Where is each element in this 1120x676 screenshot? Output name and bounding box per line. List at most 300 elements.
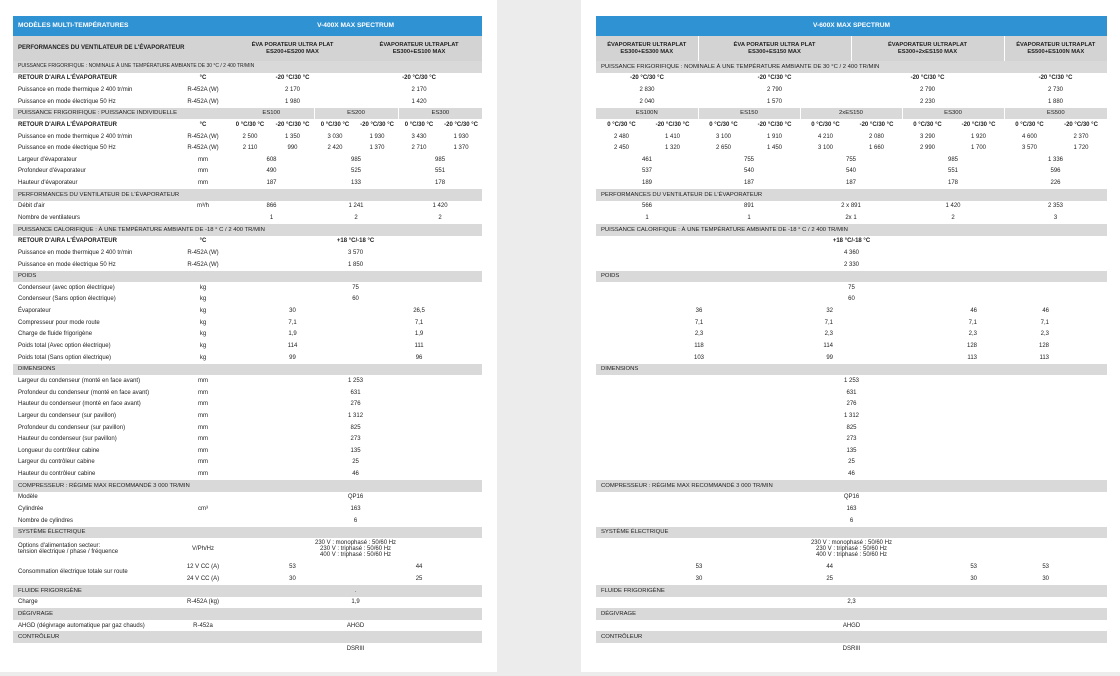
cell: 1 370 — [453, 145, 469, 152]
cell: 2 110 — [242, 145, 258, 152]
cell: 540 — [845, 168, 856, 175]
cell: 566 — [641, 203, 652, 210]
cell: 3 570 — [348, 249, 364, 256]
cell: 1 930 — [369, 133, 385, 140]
unit: cm³ — [198, 506, 208, 513]
cell: 96 — [415, 354, 423, 361]
cell: -20 °C/30 °C — [402, 75, 436, 82]
cell: 0 °C/30 °C — [913, 121, 942, 128]
unit: °C — [199, 121, 207, 128]
cell: 99 — [826, 354, 833, 361]
evaporator-option-b: ÉVAPORATEUR ULTRAPLAT ES300+ES100 MAX — [356, 36, 482, 61]
row-label: Puissance en mode électrique 50 Hz — [18, 261, 116, 268]
cell: 1 312 — [348, 412, 364, 419]
cell: 46 — [970, 308, 977, 315]
unit: mm — [198, 401, 208, 408]
cell: 825 — [846, 424, 857, 431]
cell: ES300 — [902, 108, 1004, 120]
unit: R-452A (W) — [187, 98, 219, 105]
cell: 540 — [743, 168, 754, 175]
cell: 0 °C/30 °C — [709, 121, 738, 128]
cell: 30 — [695, 575, 703, 582]
cell: 25 — [848, 459, 855, 466]
row-label: Condenseur (avec option électrique) — [18, 284, 115, 291]
cell: 0 °C/30 °C — [1015, 121, 1044, 128]
cell: 1 920 — [970, 133, 986, 140]
cell: 1 — [645, 215, 649, 221]
cell: 1 420 — [411, 98, 427, 105]
cell: -20 °C/30 °C — [444, 121, 478, 128]
cell: 46 — [1042, 308, 1050, 315]
cell: 44 — [826, 563, 833, 570]
cell: 6 — [353, 517, 358, 524]
cell: -20 °C/30 °C — [757, 75, 792, 82]
cell: 1 312 — [844, 412, 860, 419]
cell: 276 — [350, 401, 361, 408]
cell: 46 — [352, 471, 359, 478]
section-heading: PERFORMANCES DU VENTILATEUR DE L'ÉVAPORATEUR — [13, 36, 229, 61]
row-label: Profondeur du condenseur (monté en face avant) — [18, 389, 150, 396]
row-label: Compresseur pour mode route — [18, 319, 100, 326]
unit: 12 V CC (A) — [186, 563, 220, 570]
cell: 551 — [435, 168, 446, 175]
cell: 7,1 — [414, 319, 424, 326]
cell: 2 830 — [639, 86, 655, 93]
cell: 53 — [1042, 563, 1050, 570]
section-heading: DÉGIVRAGE — [596, 608, 1107, 620]
section-heading: COMPRESSEUR : RÉGIME MAX RECOMMANDÉ 3 000 TR/MIN — [13, 480, 482, 492]
cell: 1 660 — [868, 145, 884, 152]
cell: 985 — [947, 156, 958, 163]
cell: 631 — [846, 389, 857, 396]
cell: 178 — [435, 180, 446, 187]
cell: 2 170 — [285, 86, 301, 93]
unit: R-452A (W) — [187, 133, 219, 140]
row-label: Nombre de ventilateurs — [18, 215, 81, 221]
cell: 128 — [1039, 343, 1050, 350]
cell: ES200 — [314, 108, 398, 120]
cell: -20 °C/30 °C — [1064, 121, 1098, 128]
cell: 226 — [1050, 180, 1061, 187]
row-label: Évaporateur — [18, 308, 51, 315]
cell: 2 080 — [868, 133, 884, 140]
row-label: Hauteur d'évaporateur — [18, 180, 78, 187]
cell: 53 — [970, 563, 977, 570]
row-label: Puissance en mode thermique 2 400 tr/min — [18, 133, 133, 140]
cell: 1 410 — [664, 133, 680, 140]
cell: ES500 — [1004, 108, 1107, 120]
cell: DSRIII — [346, 645, 365, 652]
cell: -20 °C/30 °C — [360, 121, 394, 128]
section-heading: CONTRÔLEUR — [596, 631, 1107, 643]
cell: 25 — [826, 575, 833, 582]
cell: 53 — [289, 563, 296, 570]
cell: 1 — [747, 215, 751, 221]
section-heading: COMPRESSEUR : RÉGIME MAX RECOMMANDÉ 3 000 TR/MIN — [596, 480, 1107, 492]
cell: 113 — [1039, 354, 1050, 361]
cell: 187 — [845, 180, 856, 187]
cell: -20 °C/30 °C — [275, 121, 310, 128]
row-label: Hauteur du condenseur (sur pavillon) — [18, 436, 117, 443]
section-heading: FLUIDE FRIGORIGÈNE — [13, 585, 229, 597]
cell: 2 — [951, 215, 955, 221]
model-name: V-400X MAX SPECTRUM — [229, 16, 482, 36]
cell: 1 850 — [348, 261, 364, 268]
unit: mm — [198, 471, 208, 478]
cell: 75 — [352, 284, 359, 291]
cell: 3 570 — [1021, 145, 1037, 152]
unit: R-452A (W) — [187, 145, 219, 152]
cell: 1 253 — [844, 377, 860, 384]
cell: 0 °C/30 °C — [404, 121, 434, 128]
unit: kg — [199, 284, 207, 291]
cell: -20 °C/30 °C — [655, 121, 690, 128]
unit: mm — [198, 412, 208, 419]
cell: 2 790 — [766, 86, 782, 93]
cell: 99 — [289, 354, 296, 361]
cell: -20 °C/30 °C — [1038, 75, 1073, 82]
section-heading: DIMENSIONS — [13, 364, 482, 376]
section-heading: PUISSANCE CALORIFIQUE : À UNE TEMPÉRATURE AMBIANTE DE -18 ° C / 2 400 TR/MIN — [13, 224, 482, 236]
cell: 60 — [352, 296, 359, 303]
row-label: Largeur d'évaporateur — [18, 156, 77, 163]
cell: 3 030 — [327, 133, 343, 140]
cell: 60 — [848, 296, 855, 303]
cell: 7,1 — [824, 319, 833, 326]
cell: 163 — [350, 506, 361, 513]
cell: 990 — [287, 145, 298, 152]
section-heading: PUISSANCE FRIGORIFIQUE : PUISSANCE INDIVIDUELLE — [13, 108, 229, 120]
model-name: V-600X MAX SPECTRUM — [596, 16, 1107, 36]
unit: mm — [198, 156, 208, 163]
unit: °C — [199, 75, 207, 82]
cell: 0 °C/30 °C — [235, 121, 265, 128]
unit: mm — [198, 389, 208, 396]
cell: 1 720 — [1073, 145, 1089, 152]
cell: 111 — [414, 343, 424, 350]
row-label: Puissance en mode thermique 2 400 tr/min — [18, 249, 133, 256]
cell: 1 370 — [369, 145, 385, 152]
cell: 1 350 — [285, 133, 301, 140]
table-title: MODÈLES MULTI-TEMPÉRATURES — [13, 16, 229, 36]
section-heading: PUISSANCE FRIGORIFIQUE : NOMINALE À UNE TEMPÉRATURE AMBIANTE DE 30 °C / 2 400 TR/MIN — [13, 61, 482, 73]
unit: kg — [199, 354, 207, 361]
unit: mm — [198, 447, 208, 454]
cell: 2,3 — [824, 331, 833, 338]
cell: 2 330 — [844, 261, 860, 268]
cell: -20 °C/30 °C — [630, 75, 664, 82]
cell: +18 °C/-18 °C — [832, 238, 871, 245]
cell: 2 990 — [919, 145, 935, 152]
evaporator-option: ÉVA PORATEUR ULTRA PLAT ES300+ES150 MAX — [698, 36, 851, 61]
cell: DSRIII — [842, 645, 861, 652]
unit: R-452A (W) — [187, 86, 219, 93]
cell: 1 450 — [766, 145, 782, 152]
cell: 1 420 — [432, 203, 448, 210]
cell: 2xES150 — [800, 108, 902, 120]
cell: 1 700 — [970, 145, 986, 152]
cell: 755 — [743, 156, 754, 163]
cell: ES150 — [698, 108, 800, 120]
section-heading: SYSTÈME ÉLECTRIQUE — [596, 527, 1107, 539]
cell: 2 730 — [1048, 86, 1064, 93]
cell: 178 — [947, 180, 958, 187]
row-label: AHGD (dégivrage automatique par gaz chauds) — [18, 622, 145, 629]
cell: 1,9 — [414, 331, 424, 338]
cell: 3 100 — [715, 133, 731, 140]
row-label: Cylindrée — [18, 506, 44, 513]
cell: 133 — [351, 180, 362, 187]
row-label: Poids total (Avec option électrique) — [18, 343, 111, 350]
cell: 2 500 — [242, 133, 258, 140]
cell: 276 — [846, 401, 857, 408]
cell: 26,5 — [413, 308, 425, 315]
cell: 1 880 — [1048, 98, 1064, 105]
cell: 118 — [694, 343, 704, 350]
row-label: RETOUR D'AIRA L'ÉVAPORATEUR — [18, 238, 117, 245]
section-heading: PUISSANCE FRIGORIFIQUE : NOMINALE À UNE TEMPÉRATURE AMBIANTE DE 30 °C / 2 400 TR/MIN — [596, 61, 1107, 73]
unit: mm — [198, 436, 208, 443]
cell: 187 — [743, 180, 754, 187]
cell: 25 — [415, 575, 423, 582]
evaporator-option-a: ÉVA PORATEUR ULTRA PLAT ES200+ES200 MAX — [229, 36, 356, 61]
cell: 2x 1 — [845, 215, 857, 221]
cell: 3 290 — [919, 133, 935, 140]
cell: 0 °C/30 °C — [320, 121, 350, 128]
unit: R-452A (kg) — [187, 599, 220, 606]
cell: 53 — [695, 563, 703, 570]
unit: R-452A (W) — [187, 249, 219, 256]
cell: -20 °C/30 °C — [910, 75, 945, 82]
cell: 7,1 — [1040, 319, 1050, 326]
unit: kg — [199, 343, 207, 350]
cell: 6 — [849, 517, 854, 524]
cell: 187 — [266, 180, 277, 187]
section-heading: DÉGIVRAGE — [13, 608, 482, 620]
cell: 7,1 — [694, 319, 704, 326]
cell: 2 710 — [411, 145, 427, 152]
cell: 36 — [695, 308, 703, 315]
cell: 163 — [846, 506, 857, 513]
cell: 2 480 — [613, 133, 629, 140]
cell: 30 — [289, 308, 296, 315]
cell: 825 — [350, 424, 361, 431]
cell: 230 V : monophasé : 50/60 Hz 230 V : triphasé : 50/60 Hz 400 V : triphasé : 50/60 Hz — [315, 539, 397, 559]
row-label: Longueur du contrôleur cabine — [18, 447, 100, 454]
cell: QP16 — [843, 494, 860, 501]
row-label: RETOUR D'AIRA L'ÉVAPORATEUR — [18, 121, 117, 128]
cell: +18 °C/-18 °C — [336, 238, 375, 245]
cell: 1 320 — [664, 145, 680, 152]
cell: 1 910 — [766, 133, 782, 140]
cell: 985 — [351, 156, 362, 163]
section-heading: POIDS — [596, 271, 1107, 283]
unit: m³/h — [197, 203, 209, 210]
unit: R-452A (W) — [187, 261, 219, 268]
cell: 128 — [966, 343, 977, 350]
cell: 1 241 — [348, 203, 364, 210]
cell: 2,3 — [968, 331, 977, 338]
cell: ES100N — [596, 108, 698, 120]
cell: 537 — [641, 168, 652, 175]
cell: 46 — [848, 471, 855, 478]
row-label: Condenseur (Sans option électrique) — [18, 296, 116, 303]
row-label: Profondeur d'évaporateur — [18, 168, 86, 175]
v400x-spec-table — [13, 16, 482, 655]
cell: 30 — [1042, 575, 1050, 582]
cell: 608 — [266, 156, 277, 163]
cell: 2 — [354, 215, 358, 221]
cell: 1,9 — [351, 599, 360, 606]
cell: 2 230 — [919, 98, 935, 105]
cell: 30 — [289, 575, 296, 582]
row-label: Poids total (Sans option électrique) — [18, 354, 112, 361]
row-label: Charge — [18, 599, 38, 606]
cell: 551 — [947, 168, 958, 175]
row-label: Charge de fluide frigorigène — [18, 331, 93, 338]
cell: 1 930 — [453, 133, 469, 140]
evaporator-option: ÉVAPORATEUR ULTRAPLAT ES500+ES100N MAX — [1004, 36, 1107, 61]
cell: 490 — [266, 168, 277, 175]
unit: V/Ph/Hz — [192, 546, 215, 553]
cell: 135 — [350, 447, 361, 454]
cell: 135 — [846, 447, 857, 454]
cell: 1,9 — [288, 331, 297, 338]
row-label: Consommation électrique totale sur route — [18, 569, 128, 576]
section-heading: PERFORMANCES DU VENTILATEUR DE L'ÉVAPORATEUR — [596, 189, 1107, 201]
section-heading: PERFORMANCES DU VENTILATEUR DE L'ÉVAPORATEUR — [13, 189, 482, 201]
row-label: Nombre de cylindres — [18, 517, 74, 524]
row-label: RETOUR D'AIRA L'ÉVAPORATEUR — [18, 75, 117, 82]
row-label: Hauteur du condenseur (monté en face avant) — [18, 401, 141, 408]
row-label: Options d'alimentation secteur: tension électrique / phase / fréquence — [18, 542, 119, 556]
cell: 2 650 — [715, 145, 731, 152]
cell: 30 — [970, 575, 977, 582]
cell: 32 — [826, 308, 833, 315]
cell: 1 — [269, 215, 274, 221]
cell: 114 — [823, 343, 833, 350]
unit: mm — [198, 424, 208, 431]
unit: mm — [198, 459, 208, 466]
cell: 1 420 — [945, 203, 961, 210]
unit: kg — [199, 308, 207, 315]
section-heading: PUISSANCE CALORIFIQUE : À UNE TEMPÉRATURE AMBIANTE DE -18 ° C / 2 400 TR/MIN — [596, 224, 1107, 236]
section-heading: CONTRÔLEUR — [13, 631, 482, 643]
cell: 2 370 — [1073, 133, 1089, 140]
cell: 2 170 — [411, 86, 427, 93]
cell: -20 °C/30 °C — [275, 75, 310, 82]
cell: 4 360 — [844, 249, 860, 256]
unit: R-452a — [193, 622, 213, 629]
row-label: Puissance en mode électrique 50 Hz — [18, 145, 116, 152]
row-label: Modèle — [18, 494, 38, 501]
cell: -20 °C/30 °C — [961, 121, 996, 128]
row-label: Puissance en mode électrique 50 Hz — [18, 98, 116, 105]
row-label: Puissance en mode thermique 2 400 tr/min — [18, 86, 133, 93]
cell: 75 — [848, 284, 855, 291]
cell: 113 — [967, 354, 977, 361]
row-label: Largeur du condenseur (sur pavillon) — [18, 412, 117, 419]
cell: 1 570 — [766, 98, 782, 105]
cell: 631 — [350, 389, 361, 396]
cell: 2 040 — [639, 98, 655, 105]
row-label: Débit d'air — [18, 203, 45, 210]
cell: 0 °C/30 °C — [607, 121, 636, 128]
cell: 4 600 — [1021, 133, 1037, 140]
section-heading: SYSTÈME ÉLECTRIQUE — [13, 527, 482, 539]
cell: 2,3 — [694, 331, 704, 338]
cell: ES100 — [229, 108, 314, 120]
row-label: Largeur du contrôleur cabine — [18, 459, 95, 466]
cell: 2 450 — [613, 145, 629, 152]
unit: kg — [199, 296, 207, 303]
cell: 189 — [641, 180, 652, 187]
unit: mm — [198, 180, 208, 187]
cell: 7,1 — [968, 319, 977, 326]
section-heading: POIDS — [13, 271, 482, 283]
unit: 24 V CC (A) — [186, 575, 220, 582]
cell: 2 353 — [1048, 203, 1064, 210]
row-label: Largeur du condenseur (monté en face avant) — [18, 377, 141, 384]
cell: 1 253 — [348, 377, 364, 384]
unit: mm — [198, 377, 208, 384]
cell: 525 — [351, 168, 362, 175]
cell: -20 °C/30 °C — [859, 121, 894, 128]
section-heading: DIMENSIONS — [596, 364, 1107, 376]
cell: 1 336 — [1048, 156, 1064, 163]
unit: kg — [199, 331, 207, 338]
cell: 2 790 — [919, 86, 935, 93]
cell: 755 — [845, 156, 856, 163]
cell: 230 V : monophasé : 50/60 Hz 230 V : triphasé : 50/60 Hz 400 V : triphasé : 50/60 Hz — [810, 539, 893, 559]
cell: 3 100 — [817, 145, 833, 152]
section-heading: FLUIDE FRIGORIGÈNE — [596, 585, 1107, 597]
cell: 2 420 — [327, 145, 343, 152]
evaporator-option: ÉVAPORATEUR ULTRAPLAT ES300+ES300 MAX — [596, 36, 698, 61]
cell: 596 — [1050, 168, 1061, 175]
cell: 1 980 — [285, 98, 301, 105]
cell: 4 210 — [817, 133, 833, 140]
cell: 2 x 891 — [841, 203, 861, 210]
unit: °C — [199, 238, 207, 245]
cell: 866 — [266, 203, 277, 210]
cell: . — [229, 585, 482, 597]
cell: 3 430 — [411, 133, 427, 140]
cell: 0 °C/30 °C — [811, 121, 840, 128]
cell: QP16 — [347, 494, 364, 501]
cell: 114 — [287, 343, 298, 350]
cell: 985 — [435, 156, 446, 163]
cell: 44 — [415, 563, 423, 570]
cell: AHGD — [346, 622, 365, 629]
cell: AHGD — [842, 622, 861, 629]
unit: mm — [198, 168, 208, 175]
row-label: Profondeur du condenseur (sur pavillon) — [18, 424, 126, 431]
evaporator-option: ÉVAPORATEUR ULTRAPLAT ES300+2xES150 MAX — [851, 36, 1004, 61]
cell: 103 — [693, 354, 704, 361]
cell: 273 — [846, 436, 857, 443]
cell: 2,3 — [1040, 331, 1050, 338]
row-label: Hauteur du contrôleur cabine — [18, 471, 96, 478]
cell: 461 — [641, 156, 652, 163]
v600x-spec-table — [596, 16, 1107, 655]
cell: 273 — [350, 436, 361, 443]
cell: 7,1 — [288, 319, 297, 326]
cell: -20 °C/30 °C — [757, 121, 792, 128]
cell: 2,3 — [847, 599, 856, 606]
cell: ES300 — [398, 108, 482, 120]
unit: kg — [199, 319, 207, 326]
